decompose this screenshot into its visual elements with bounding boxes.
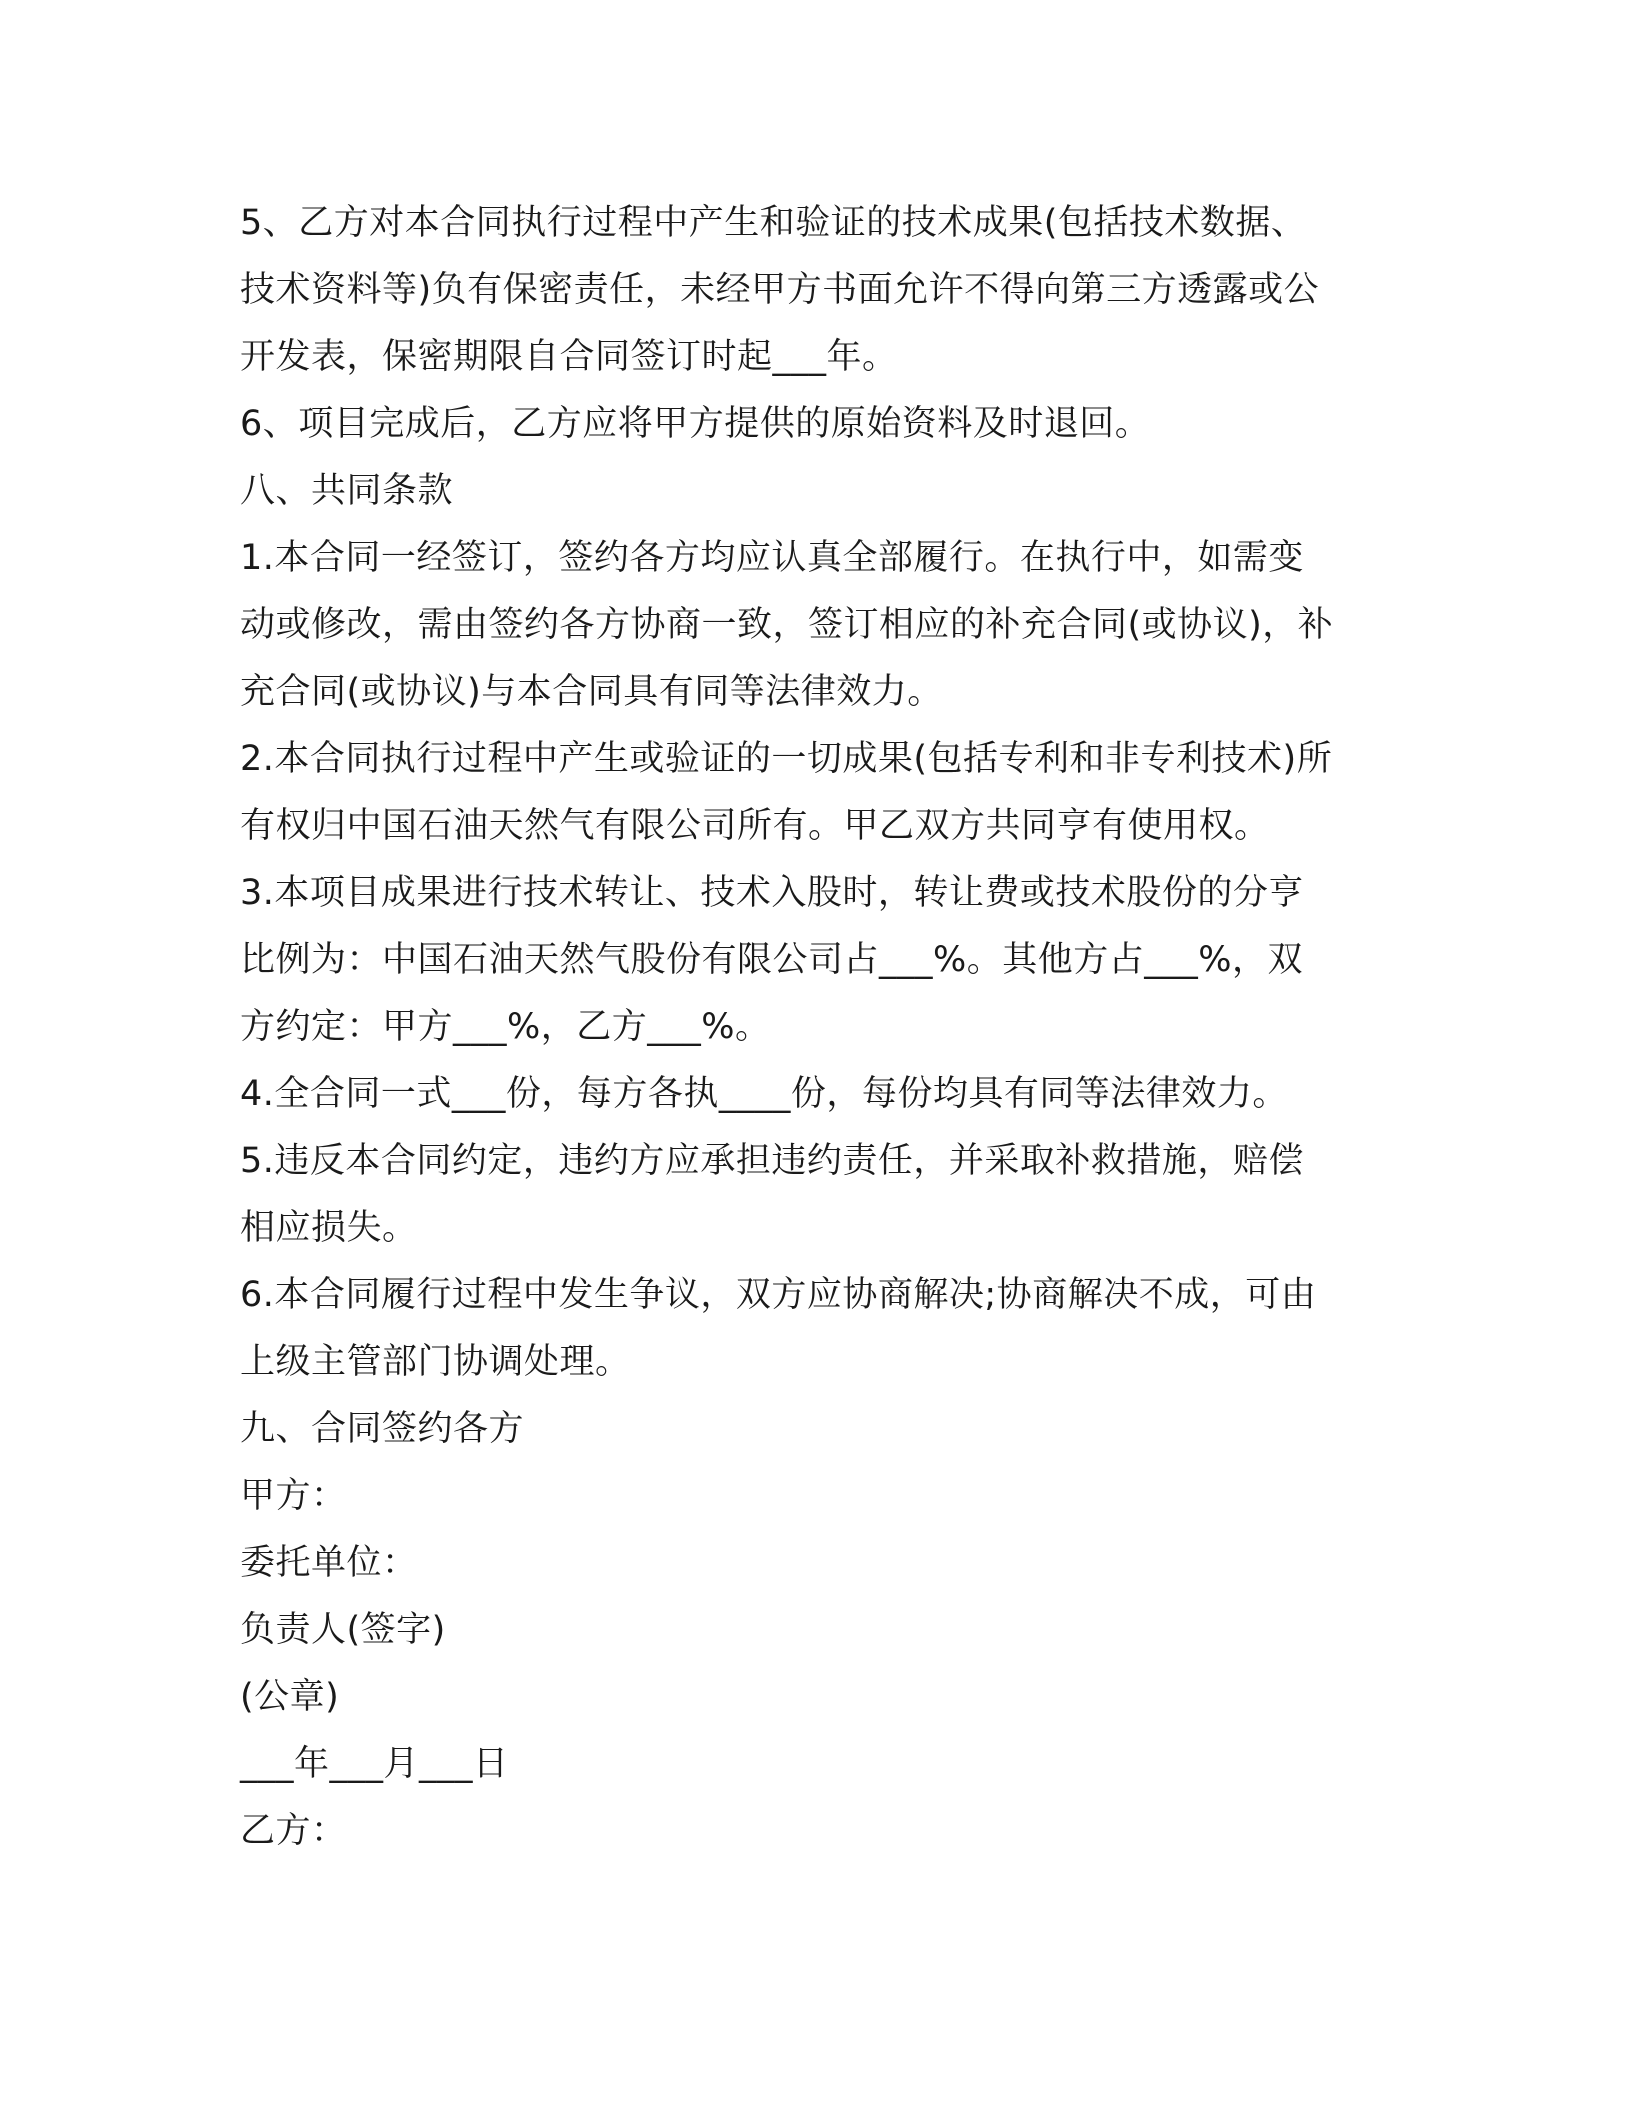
date-line: ___年___月___日 xyxy=(240,1744,509,1784)
responsible-person-signature-label: 负责人(签字) xyxy=(240,1610,446,1650)
party-b-label: 乙方： xyxy=(240,1811,347,1851)
clause-8-3-line-3: 方约定：甲方___%，乙方___%。 xyxy=(240,1007,771,1047)
clause-8-5-line-1: 5.违反本合同约定，违约方应承担违约责任，并采取补救措施，赔偿 xyxy=(240,1141,1304,1181)
section-heading-8: 八、共同条款 xyxy=(240,471,454,511)
clause-8-1-line-2: 动或修改，需由签约各方协商一致，签订相应的补充合同(或协议)，补 xyxy=(240,605,1334,645)
entrusting-unit-label: 委托单位： xyxy=(240,1543,418,1583)
party-a-label: 甲方： xyxy=(240,1476,347,1516)
clause-7-5-line-1: 5、乙方对本合同执行过程中产生和验证的技术成果(包括技术数据、 xyxy=(240,203,1307,243)
official-seal-label: (公章) xyxy=(240,1677,340,1717)
clause-7-5-line-3: 开发表，保密期限自合同签订时起___年。 xyxy=(240,337,898,377)
section-heading-9: 九、合同签约各方 xyxy=(240,1409,525,1449)
clause-8-1-line-3: 充合同(或协议)与本合同具有同等法律效力。 xyxy=(240,672,943,712)
clause-7-6: 6、项目完成后，乙方应将甲方提供的原始资料及时退回。 xyxy=(240,404,1151,444)
clause-8-1-line-1: 1.本合同一经签订，签约各方均应认真全部履行。在执行中，如需变 xyxy=(240,538,1304,578)
document-body xyxy=(240,190,1390,1865)
clause-8-2-line-2: 有权归中国石油天然气有限公司所有。甲乙双方共同亨有使用权。 xyxy=(240,806,1270,846)
clause-8-6-line-2: 上级主管部门协调处理。 xyxy=(240,1342,631,1382)
clause-8-4: 4.全合同一式___份，每方各执____份，每份均具有同等法律效力。 xyxy=(240,1074,1288,1114)
clause-8-3-line-2: 比例为：中国石油天然气股份有限公司占___%。其他方占___%，双 xyxy=(240,940,1304,980)
clause-8-3-line-1: 3.本项目成果进行技术转让、技术入股时，转让费或技术股份的分亨 xyxy=(240,873,1304,913)
clause-7-5-line-2: 技术资料等)负有保密责任，未经甲方书面允许不得向第三方透露或公 xyxy=(240,270,1320,310)
clause-8-2-line-1: 2.本合同执行过程中产生或验证的一切成果(包括专利和非专利技术)所 xyxy=(240,739,1333,779)
clause-8-6-line-1: 6.本合同履行过程中发生争议，双方应协商解决;协商解决不成，可由 xyxy=(240,1275,1317,1315)
clause-8-5-line-2: 相应损失。 xyxy=(240,1208,418,1248)
